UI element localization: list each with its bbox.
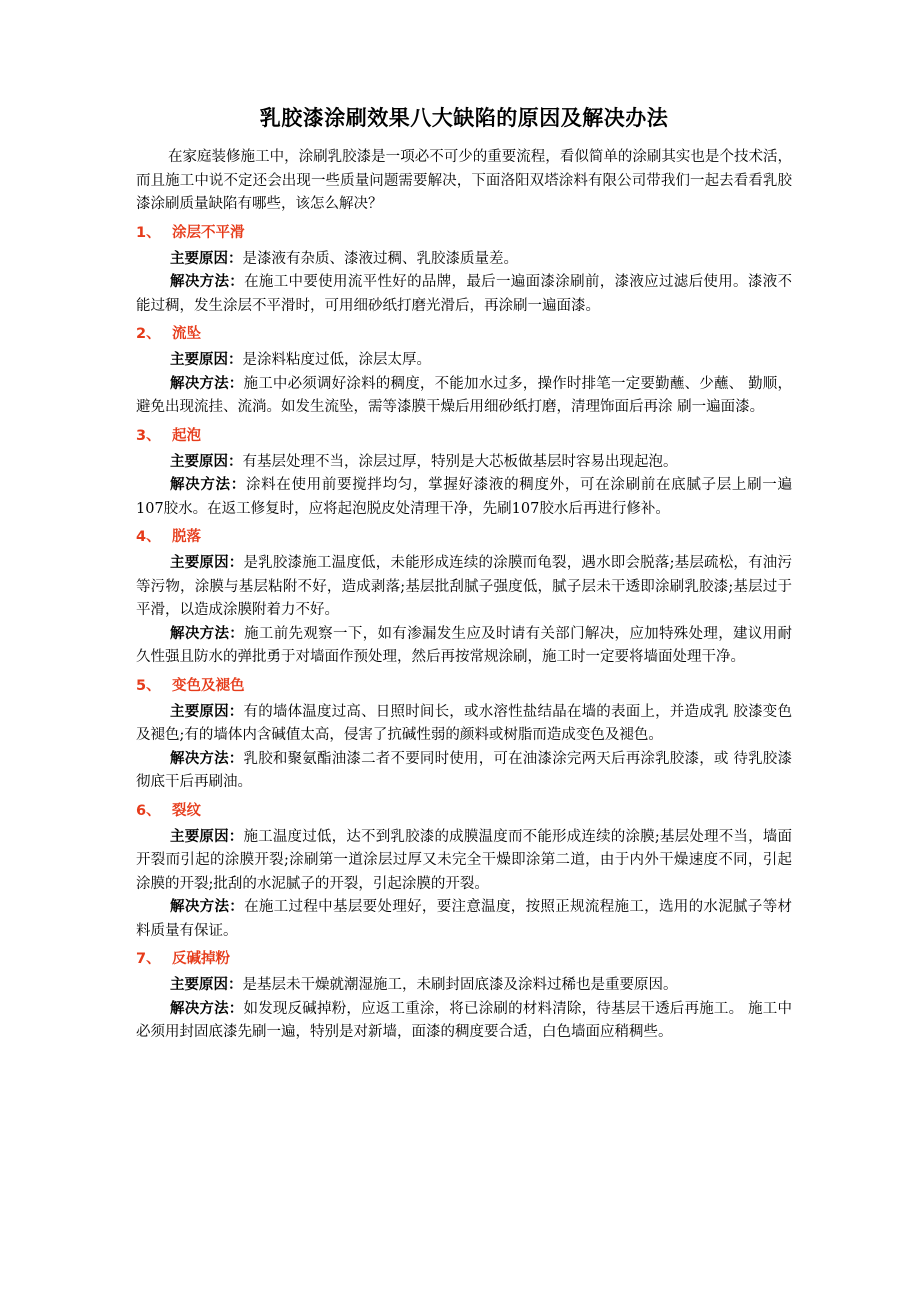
- fix-paragraph: [136, 748, 792, 795]
- cause-paragraph: [136, 451, 792, 475]
- cause-label: 主要原因：: [170, 352, 243, 368]
- section-1: [136, 221, 792, 319]
- fix-paragraph: [136, 998, 792, 1045]
- section-title: 变色及褪色: [172, 677, 245, 694]
- fix-label: 解决方法：: [170, 625, 245, 642]
- fix-label: 解决方法：: [170, 274, 245, 290]
- cause-text: 是基层未干燥就潮湿施工，未刷封固底漆及涂料过稀也是重要原因。: [242, 977, 678, 993]
- fix-text: 施工前先观察一下，如有渗漏发生应及时请有关部门解决，应加特殊处理，建议用耐久性强且防水的弹批勇于对墙面作预处理，然后再按常规涂刷，施工时一定要将墙面处理干净。: [136, 625, 793, 665]
- section-5: [136, 674, 792, 795]
- section-number: 4、: [136, 529, 161, 545]
- cause-text: 是涂料粘度过低，涂层太厚。: [242, 352, 431, 368]
- cause-paragraph: [136, 701, 792, 748]
- section-heading: [136, 424, 792, 449]
- cause-paragraph: [136, 248, 792, 272]
- section-title: 起泡: [172, 427, 201, 444]
- section-number: 6、: [136, 802, 161, 819]
- fix-label: 解决方法：: [170, 375, 244, 392]
- cause-paragraph: [136, 974, 792, 998]
- section-3: [136, 424, 792, 522]
- section-title: 裂纹: [172, 802, 201, 819]
- fix-text: 乳胶和聚氨酯油漆二者不要同时使用，可在油漆涂完两天后再涂乳胶漆，或 待乳胶漆彻底干后再刷油。: [136, 750, 792, 790]
- section-7: [136, 947, 792, 1045]
- sections-list: [136, 221, 792, 1045]
- cause-label: 主要原因：: [170, 703, 244, 720]
- cause-label: 主要原因：: [170, 828, 244, 845]
- cause-label: 主要原因：: [170, 555, 244, 571]
- cause-text: 有基层处理不当，涂层过厚，特别是大芯板做基层时容易出现起泡。: [242, 453, 678, 470]
- fix-label: 解决方法：: [170, 899, 245, 915]
- section-2: [136, 322, 792, 420]
- fix-paragraph: [136, 623, 792, 670]
- cause-text: 是漆液有杂质、漆液过稠、乳胶漆质量差。: [242, 250, 518, 267]
- fix-text: 在施工过程中基层要处理好，要注意温度，按照正规流程施工，选用的水泥腻子等材料质量有保证。: [136, 899, 793, 939]
- cause-text: 施工温度过低，达不到乳胶漆的成膜温度而不能形成连续的涂膜;基层处理不当，墙面开裂而引起的涂膜开裂;涂刷第一道涂层过厚又未完全干燥即涂第二道，由于内外干燥速度不同，引起涂膜的开裂;批刮的水泥腻子的开裂，引起涂膜的开裂。: [136, 828, 792, 892]
- fix-text: 在施工中要使用流平性好的品牌，最后一遍面漆涂刷前，漆液应过滤后使用。漆液不能过稠，发生涂层不平滑时，可用细砂纸打磨光滑后，再涂刷一遍面漆。: [136, 274, 793, 314]
- section-heading: [136, 525, 792, 550]
- section-4: [136, 525, 792, 670]
- fix-text: 施工中必须调好涂料的稠度，不能加水过多，操作时排笔一定要勤蘸、少蘸、 勤顺，避免出现流挂、流淌。如发生流坠，需等漆膜干燥后用细砂纸打磨，清理饰面后再涂 刷一遍面漆。: [136, 375, 792, 415]
- section-heading: [136, 799, 792, 824]
- cause-paragraph: [136, 349, 792, 373]
- section-number: 1、: [136, 224, 161, 241]
- cause-text: 有的墙体温度过高、日照时间长，或水溶性盐结晶在墙的表面上，并造成乳 胶漆变色及褪色;有的墙体内含碱值太高，侵害了抗碱性弱的颜料或树脂而造成变色及褪色。: [136, 703, 792, 743]
- section-heading: [136, 221, 792, 246]
- fix-paragraph: [136, 474, 792, 521]
- section-heading: [136, 947, 792, 972]
- section-number: 5、: [136, 677, 161, 694]
- cause-paragraph: [136, 826, 792, 897]
- fix-text: 涂料在使用前要搅拌均匀，掌握好漆液的稠度外，可在涂刷前在底腻子层上刷一遍107胶水。在返工修复时，应将起泡脱皮处清理干净，先刷107胶水后再进行修补。: [136, 477, 792, 517]
- section-number: 7、: [136, 951, 161, 967]
- section-title: 涂层不平滑: [172, 224, 245, 241]
- fix-text: 如发现反碱掉粉，应返工重涂，将已涂刷的材料清除，待基层干透后再施工。 施工中必须用封固底漆先刷一遍，特别是对新墙，面漆的稠度要合适，白色墙面应稍稠些。: [136, 1000, 792, 1040]
- section-heading: [136, 322, 792, 347]
- fix-label: 解决方法：: [170, 750, 244, 767]
- document-title: 乳胶漆涂刷效果八大缺陷的原因及解决办法: [259, 106, 669, 130]
- section-number: 2、: [136, 326, 161, 342]
- section-title: 流坠: [172, 326, 201, 342]
- section-title: 反碱掉粉: [172, 951, 230, 967]
- document-page: [136, 102, 792, 1045]
- fix-paragraph: [136, 373, 792, 420]
- intro-paragraph: 在家庭装修施工中，涂刷乳胶漆是一项必不可少的重要流程，看似简单的涂刷其实也是个技术活，而且施工中说不定还会出现一些质量问题需要解决，下面洛阳双塔涂料有限公司带我们一起去看看乳胶漆涂刷质量缺陷有哪些，该怎么解决？: [136, 149, 792, 212]
- section-title: 脱落: [172, 529, 201, 545]
- fix-label: 解决方法：: [170, 1000, 244, 1017]
- cause-paragraph: [136, 552, 792, 623]
- section-heading: [136, 674, 792, 699]
- fix-paragraph: [136, 271, 792, 318]
- fix-paragraph: [136, 896, 792, 943]
- fix-label: 解决方法：: [170, 477, 246, 493]
- cause-text: 是乳胶漆施工温度低，未能形成连续的涂膜而龟裂，遇水即会脱落;基层疏松，有油污等污物，涂膜与基层粘附不好，造成剥落;基层批刮腻子强度低，腻子层未干透即涂刷乳胶漆;基层过于平滑，以造成涂膜附着力不好。: [136, 555, 792, 618]
- section-number: 3、: [136, 427, 161, 444]
- cause-label: 主要原因：: [170, 453, 243, 470]
- cause-label: 主要原因：: [170, 977, 243, 993]
- cause-label: 主要原因：: [170, 250, 243, 267]
- section-6: [136, 799, 792, 944]
